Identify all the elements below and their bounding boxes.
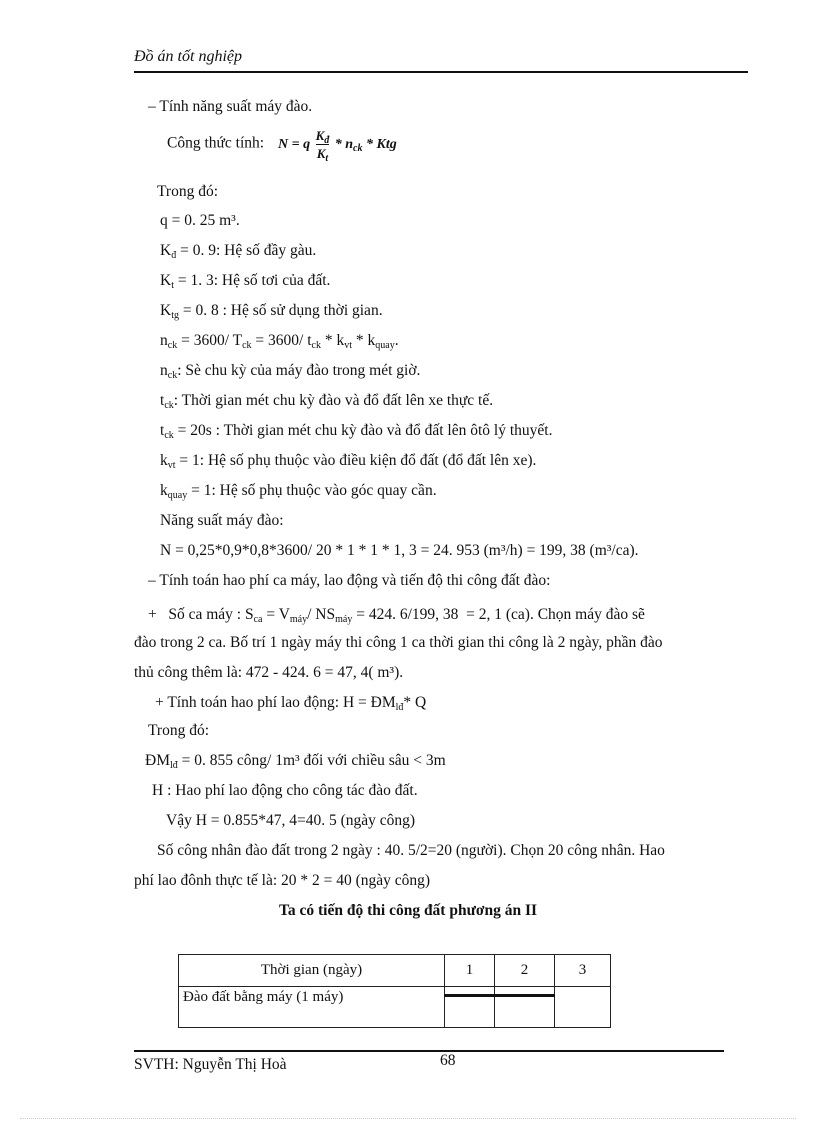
day-cell: 1 — [445, 955, 495, 987]
bullet-line: – Tính năng suất máy đào. — [148, 98, 313, 115]
dm-line: $ĐM_{lđ} = 0$. 855 công/ 1m³ đối với chiều sâu < 3m — [145, 752, 446, 771]
schedule-bar — [444, 994, 555, 997]
bullet-line-2: – Tính toán hao phí ca máy, lao động và tiến độ thi công đất đào: — [148, 572, 551, 589]
calc-line: N = 0,25*0,9*0,8*3600/ 20 * 1 * 1 * 1, 3 = 24. 953 (m³/h) = 199, 38 (m³/ca). — [160, 542, 639, 559]
vay-line: Vậy H = 0.855*47, 4=40. 5 (ngày công) — [166, 812, 416, 829]
formula-line — [167, 128, 397, 164]
bottom-dotted-line — [20, 1118, 796, 1119]
ca-may-line: + Số ca máy : $S_{ca} = V_{máy}/$ $NS_{máy} = 424$. 6/199, 38 = 2, 1 (ca). Chọn máy đào sẽ — [148, 606, 645, 625]
trong-do-label-2: Trong đó: — [148, 722, 210, 739]
schedule-table — [178, 954, 611, 1028]
param-ktg: $K_{tg} = 0$. 8 : Hệ số sử dụng thời gian. — [160, 302, 383, 321]
param-kvt: $k_{vt} = 1$: Hệ số phụ thuộc vào điều kiện đổ đất (đổ đất lên xe). — [160, 452, 537, 471]
trong-do-label: Trong đó: — [157, 183, 219, 200]
param-kt: $K_t = 1$. 3: Hệ số tơi của đất. — [160, 272, 331, 291]
day-cell: 2 — [495, 955, 555, 987]
header-rule — [134, 71, 748, 73]
footer-rule — [134, 1050, 724, 1052]
cong-nhan-line: Số công nhân đào đất trong 2 ngày : 40. 5/2=20 (người). Chọn 20 công nhân. Hao — [157, 842, 665, 859]
h-desc: H : Hao phí lao động cho công tác đào đất. — [152, 782, 418, 799]
param-kd: $K_đ = 0$. 9: Hệ số đầy gàu. — [160, 242, 317, 261]
param-tck: $t_{ck}$: Thời gian mét chu kỳ đào và đổ đất lên xe thực tế. — [160, 392, 494, 411]
schedule-row-label: Đào đất bằng máy (1 máy) — [179, 987, 445, 1028]
day-cell: 3 — [555, 955, 611, 987]
param-tck20: $t_{ck} = 20s$ : Thời gian mét chu kỳ đào và đổ đất lên ôtô lý thuyết. — [160, 422, 553, 441]
page-number: 68 — [440, 1052, 456, 1069]
param-q: q = 0. 25 m³. — [160, 212, 240, 229]
param-nck: $n_{ck}$: Sè chu kỳ của máy đào trong mét giờ. — [160, 362, 421, 381]
formula-label: Công thức tính: — [167, 134, 265, 152]
param-kquay: $k_{quay} = 1$: Hệ số phụ thuộc vào góc quay cần. — [160, 482, 437, 501]
hao-phi-formula: + Tính toán hao phí lao động: $H = ĐM_{lđ}*$ Q — [155, 694, 427, 713]
cong-nhan-line-2: phí lao đônh thực tế là: 20 * 2 = 40 (ngày công) — [134, 872, 431, 889]
footer-author: SVTH: Nguyễn Thị Hoà — [134, 1056, 287, 1073]
schedule-title: Ta có tiến độ thi công đất phương án II — [278, 902, 538, 919]
schedule-header-label: Thời gian (ngày) — [179, 955, 445, 987]
nang-suat-label: Năng suất máy đào: — [160, 512, 284, 529]
formula: N = q $\frac{K_đ}{K_t}$ * $n_{ck}$ * Ktg — [277, 128, 397, 164]
header-title: Đồ án tốt nghiệp — [134, 48, 242, 65]
param-nck-formula: $n_{ck} = 3600/$ $T_{ck} = 3600/$ $t_{ck} * k_{vt} * k_{quay}$. — [160, 332, 399, 351]
ca-may-line-2: đào trong 2 ca. Bố trí 1 ngày máy thi công 1 ca thời gian thi công là 2 ngày, phần đào — [134, 634, 663, 651]
ca-may-line-3: thủ công thêm là: 472 - 424. 6 = 47, 4( m³). — [134, 664, 404, 681]
